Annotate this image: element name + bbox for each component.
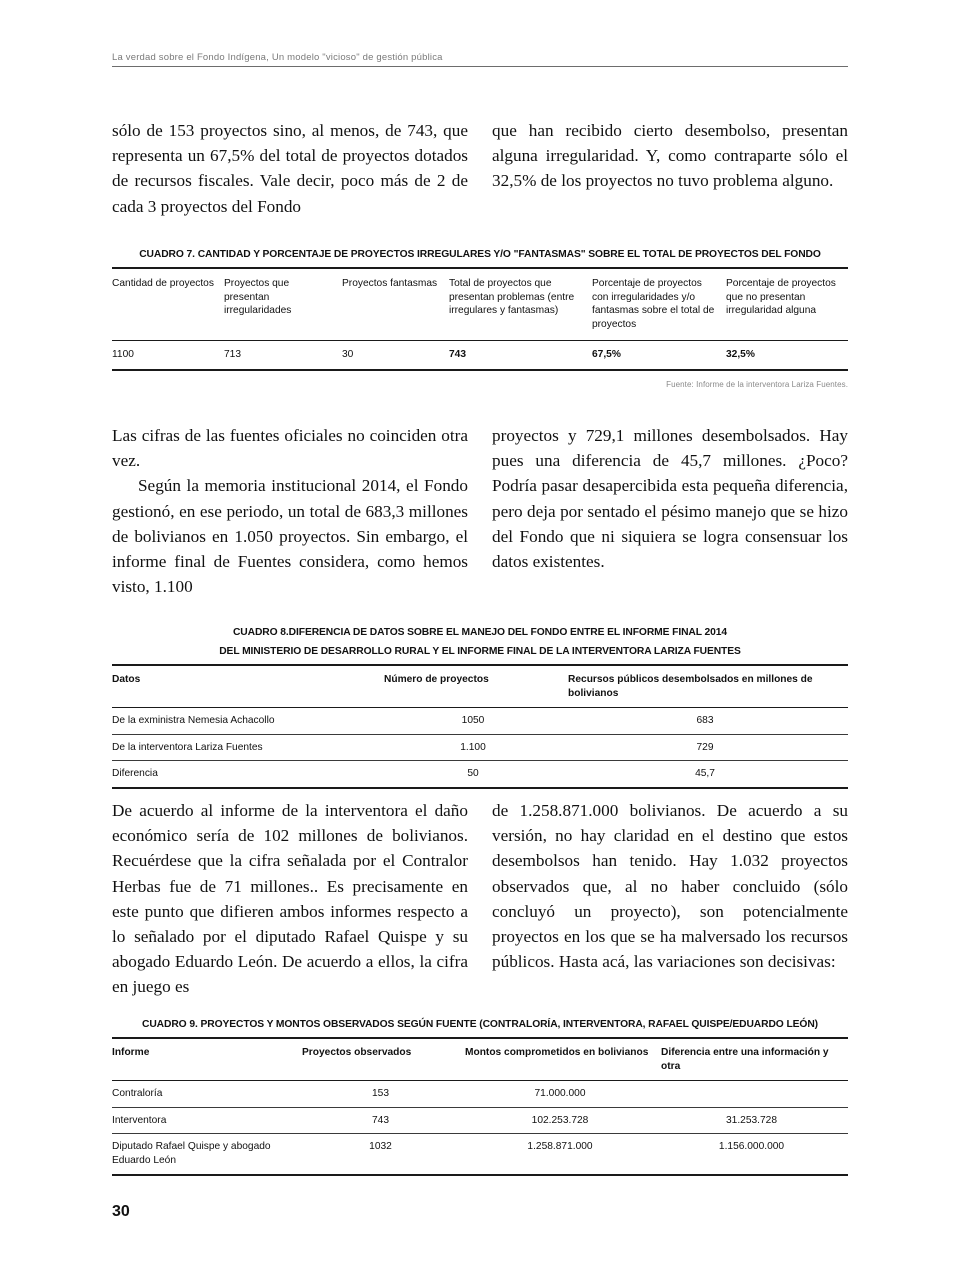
table-cell: 743: [302, 1107, 465, 1134]
table-cell: 32,5%: [726, 341, 848, 370]
table-cell: 1.258.871.000: [465, 1134, 661, 1175]
body-block-3: [112, 798, 848, 1000]
table-cell: 743: [449, 341, 592, 370]
table-cell: De la exministra Nemesia Achacollo: [112, 708, 384, 735]
table-cuadro-7: [112, 248, 848, 389]
table-cuadro-8: [112, 626, 848, 789]
running-head-text: La verdad sobre el Fondo Indígena, Un modelo "vicioso" de gestión pública: [112, 52, 443, 63]
table-header-row: [112, 1038, 848, 1081]
table-cell: 31.253.728: [661, 1107, 848, 1134]
table-cuadro-9-title: CUADRO 9. PROYECTOS Y MONTOS OBSERVADOS SEGÚN FUENTE (CONTRALORÍA, INTERVENTORA, RAFAEL QUISPE/EDUARDO LEÓN): [142, 1019, 818, 1030]
table-row: [112, 1081, 848, 1108]
column-header: Recursos públicos desembolsados en millones de bolivianos: [568, 665, 848, 708]
table-cell: 1.100: [384, 734, 568, 761]
table-cell: 30: [342, 341, 449, 370]
table-cell: 1100: [112, 341, 224, 370]
column-header: Proyectos observados: [302, 1038, 465, 1081]
paragraph: Las cifras de las fuentes oficiales no coinciden otra vez.: [112, 426, 468, 471]
body-block-1: [112, 118, 848, 219]
column-header: Proyectos que presentan irregularidades: [224, 268, 342, 341]
running-head: [112, 52, 848, 67]
table-row: [112, 1134, 848, 1175]
paragraph: sólo de 153 proyectos sino, al menos, de 743, que representa un 67,5% del total de proyectos dotados de recursos fiscales. Vale decir, poco más de 2 de cada 3 proyectos del Fondo: [112, 121, 468, 216]
table-cell: 1.156.000.000: [661, 1134, 848, 1175]
table-cell: 713: [224, 341, 342, 370]
table-cell: 1032: [302, 1134, 465, 1175]
column-header: Cantidad de proyectos: [112, 268, 224, 341]
table-cell: 45,7: [568, 761, 848, 788]
table-cell: 153: [302, 1081, 465, 1108]
table-row: [112, 708, 848, 735]
table-cuadro-7-source: Fuente: Informe de la interventora Lariza Fuentes.: [666, 379, 848, 389]
paragraph: de 1.258.871.000 bolivianos. De acuerdo a su versión, no hay claridad en el destino que estos desembolsos han tenido. Hay 1.032 proyectos observados que, al no haber concluido (sólo concluyó un proyecto), son potencialmente proyectos en los que se ha malversado los recursos públicos. Hasta acá, las variaciones son decisivas:: [492, 801, 848, 972]
column-header: Informe: [112, 1038, 302, 1081]
table-cuadro-8-title-line-2: DEL MINISTERIO DE DESARROLLO RURAL Y EL INFORME FINAL DE LA INTERVENTORA LARIZA FUENTES: [219, 646, 741, 657]
column-header: Proyectos fantasmas: [342, 268, 449, 341]
body-block-3-right-column: [492, 798, 848, 1000]
body-block-2-left-column: [112, 423, 468, 599]
table-cell: 102.253.728: [465, 1107, 661, 1134]
table-header-row: [112, 268, 848, 341]
paragraph: proyectos y 729,1 millones desembolsados. Hay pues una diferencia de 45,7 millones. ¿Poco? Podría pasar desapercibida esta pequeña diferencia, pero deja por sentado el pésimo manejo que se hizo del Fondo que ni siquiera se logra consensuar los datos existentes.: [492, 426, 848, 572]
paragraph: De acuerdo al informe de la interventora el daño económico sería de 102 millones de bolivianos. Recuérdese que la cifra señalada por el Contralor Herbas fue de 71 millones.. Es precisamente en este punto que difieren ambos informes respecto a lo señalado por el diputado Rafael Quispe y su abogado Eduardo León. De acuerdo a ellos, la cifra en juego es: [112, 801, 468, 997]
body-block-2: [112, 423, 848, 599]
table-cell: 729: [568, 734, 848, 761]
column-header: Total de proyectos que presentan problemas (entre irregulares y fantasmas): [449, 268, 592, 341]
column-header: Porcentaje de proyectos con irregularidades y/o fantasmas sobre el total de proyectos: [592, 268, 726, 341]
column-header: Montos comprometidos en bolivianos: [465, 1038, 661, 1081]
table-cell: Diputado Rafael Quispe y abogado Eduardo León: [112, 1134, 302, 1175]
page-number: 30: [112, 1203, 130, 1220]
body-block-2-right-column: [492, 423, 848, 599]
table-cuadro-9: [112, 1018, 848, 1176]
table-cell: Interventora: [112, 1107, 302, 1134]
column-header: Diferencia entre una información y otra: [661, 1038, 848, 1081]
table-row: [112, 341, 848, 370]
column-header: Número de proyectos: [384, 665, 568, 708]
table-cuadro-7-grid: [112, 267, 848, 371]
table-cell: [661, 1081, 848, 1108]
column-header: Datos: [112, 665, 384, 708]
table-cuadro-8-title-line-1: CUADRO 8.DIFERENCIA DE DATOS SOBRE EL MANEJO DEL FONDO ENTRE EL INFORME FINAL 2014: [232, 627, 728, 638]
paragraph: que han recibido cierto desembolso, presentan alguna irregularidad. Y, como contraparte sólo el 32,5% de los proyectos no tuvo problema alguno.: [492, 121, 848, 191]
table-cell: 71.000.000: [465, 1081, 661, 1108]
table-cuadro-8-grid: [112, 664, 848, 789]
body-block-3-left-column: [112, 798, 468, 1000]
table-cell: Diferencia: [112, 761, 384, 788]
table-cell: 67,5%: [592, 341, 726, 370]
table-row: [112, 734, 848, 761]
table-cell: Contraloría: [112, 1081, 302, 1108]
table-cuadro-7-title: CUADRO 7. CANTIDAD Y PORCENTAJE DE PROYECTOS IRREGULARES Y/O "FANTASMAS" SOBRE EL TOTAL DE PROYECTOS DEL FONDO: [139, 249, 821, 260]
table-header-row: [112, 665, 848, 708]
body-block-1-right-column: [492, 118, 848, 219]
table-cell: 50: [384, 761, 568, 788]
table-cuadro-9-grid: [112, 1037, 848, 1176]
table-cell: 683: [568, 708, 848, 735]
paragraph: Según la memoria institucional 2014, el Fondo gestionó, en ese periodo, un total de 683,3 millones de bolivianos en 1.050 proyectos. Sin embargo, el informe final de Fuentes considera, como hemos visto, 1.100: [112, 476, 468, 597]
table-row: [112, 1107, 848, 1134]
table-row: [112, 761, 848, 788]
column-header: Porcentaje de proyectos que no presentan irregularidad alguna: [726, 268, 848, 341]
body-block-1-left-column: [112, 118, 468, 219]
table-cell: 1050: [384, 708, 568, 735]
table-cell: De la interventora Lariza Fuentes: [112, 734, 384, 761]
